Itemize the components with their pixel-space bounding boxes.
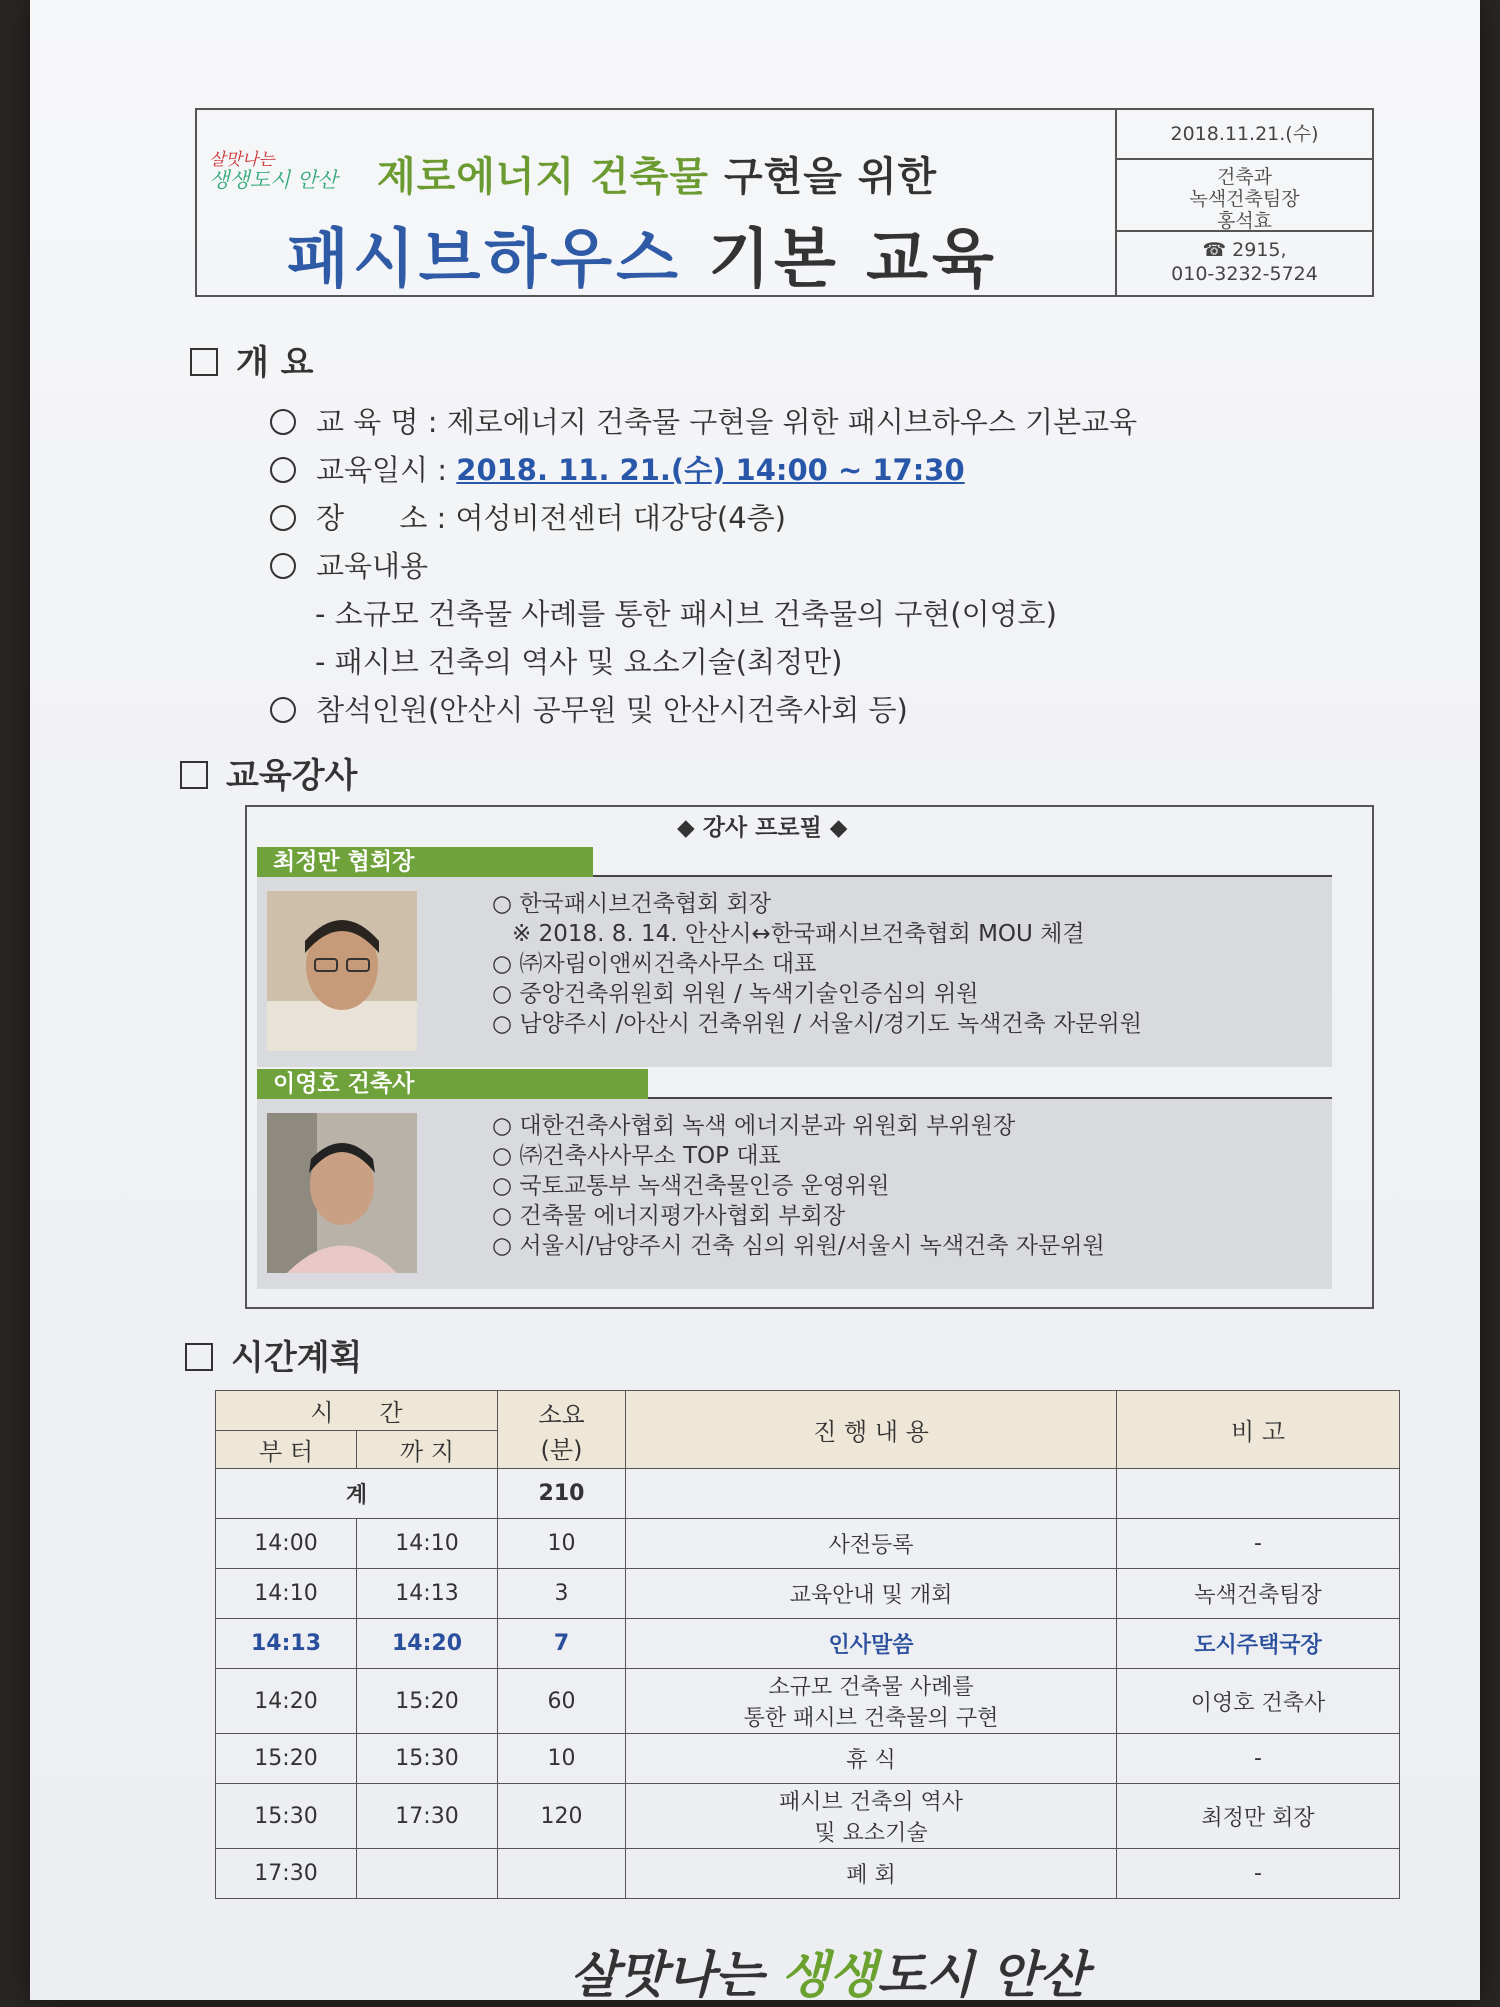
person-name: 홍석효 <box>1216 210 1273 232</box>
title-line1 <box>377 145 937 202</box>
cell-content: 사전등록 <box>626 1519 1117 1569</box>
team-name: 녹색건축팀장 <box>1189 188 1300 210</box>
cell-note: 도시주택국장 <box>1117 1619 1400 1669</box>
circle-icon <box>270 409 296 435</box>
career-item: ○ 남양주시 /아산시 건축위원 / 서울시/경기도 녹색건축 자문위원 <box>492 1011 1142 1037</box>
checkbox-icon <box>190 348 218 376</box>
cell-from: 14:00 <box>216 1519 357 1569</box>
table-row <box>216 1519 1400 1569</box>
title-line2-blue: 패시브하우스 <box>287 223 682 297</box>
overview-item-place: 장 소 : 여성비전센터 대강당(4층) <box>270 496 786 537</box>
table-row <box>216 1669 1400 1734</box>
cell-note: 최정만 회장 <box>1117 1784 1400 1849</box>
col-header-from: 부 터 <box>216 1431 357 1469</box>
footer-slogan: 살맛나는 생생도시 안산 <box>570 1945 1088 2004</box>
table-row <box>216 1569 1400 1619</box>
cell-content: 인사말씀 <box>626 1619 1117 1669</box>
overview-item-name: 교 육 명 : 제로에너지 건축물 구현을 위한 패시브하우스 기본교육 <box>270 400 1137 441</box>
logo-line1: 살맛나는 <box>209 150 275 170</box>
career-item: ※ 2018. 8. 14. 안산시↔한국패시브건축협회 MOU 체결 <box>512 921 1085 947</box>
career-item: ○ 국토교통부 녹색건축물인증 운영위원 <box>492 1173 890 1199</box>
checkbox-icon <box>185 1343 213 1371</box>
contact-phone <box>1117 232 1372 295</box>
cell-note: 녹색건축팀장 <box>1117 1569 1400 1619</box>
header-contact <box>1117 110 1372 295</box>
date-link[interactable]: 2018. 11. 21.(수) 14:00 ~ 17:30 <box>456 453 965 487</box>
section-instructors-title: 교육강사 <box>180 748 357 797</box>
col-header-content: 진 행 내 용 <box>626 1391 1117 1469</box>
instructor-career-list <box>492 889 1142 1039</box>
phone-mobile: 010-3232-5724 <box>1171 263 1318 285</box>
cell-from: 14:20 <box>216 1669 357 1734</box>
table-row <box>216 1619 1400 1669</box>
cell-from: 15:20 <box>216 1734 357 1784</box>
content-sub-item: - 패시브 건축의 역사 및 요소기술(최정만) <box>315 645 843 679</box>
instructor-photo <box>267 891 417 1051</box>
cell-from: 17:30 <box>216 1849 357 1899</box>
cell-to: 15:20 <box>357 1669 498 1734</box>
cell-to: 14:20 <box>357 1619 498 1669</box>
career-item: ○ ㈜자림이앤씨건축사무소 대표 <box>492 951 817 977</box>
cell-content: 교육안내 및 개회 <box>626 1569 1117 1619</box>
cell-note: - <box>1117 1519 1400 1569</box>
contact-dept <box>1117 160 1372 232</box>
title-line1-green: 제로에너지 건축물 <box>377 154 710 200</box>
col-header-time: 시 간 <box>216 1391 498 1431</box>
cell-dur: 120 <box>498 1784 626 1849</box>
instructor-career-list <box>492 1111 1105 1261</box>
cell-to: 14:13 <box>357 1569 498 1619</box>
phone-ext: ☎ 2915, <box>1202 239 1287 261</box>
cell-dur: 7 <box>498 1619 626 1669</box>
profile-header: ◆ 강사 프로필 ◆ <box>677 815 848 841</box>
profile-box <box>245 805 1374 1309</box>
cell-content: 패시브 건축의 역사 및 요소기술 <box>626 1784 1117 1849</box>
circle-icon <box>270 457 296 483</box>
career-item: ○ 중앙건축위원회 위원 / 녹색기술인증심의 위원 <box>492 981 979 1007</box>
city-logo <box>209 150 359 190</box>
cell-to: 14:10 <box>357 1519 498 1569</box>
instructor-card <box>257 849 1332 1067</box>
overview-item-content: 교육내용 <box>270 544 428 585</box>
checkbox-icon <box>180 761 208 789</box>
dept-name: 건축과 <box>1216 166 1273 188</box>
instructor-photo <box>267 1113 417 1273</box>
title-line1-rest: 구현을 위한 <box>723 154 938 200</box>
table-row <box>216 1784 1400 1849</box>
content-sub-item: - 소규모 건축물 사례를 통한 패시브 건축물의 구현(이영호) <box>315 597 1057 631</box>
cell-content: 휴 식 <box>626 1734 1117 1784</box>
cell-dur: 10 <box>498 1734 626 1784</box>
title-line2 <box>287 208 998 300</box>
cell-to: 17:30 <box>357 1784 498 1849</box>
career-item: ○ 대한건축사협회 녹색 에너지분과 위원회 부위원장 <box>492 1113 1016 1139</box>
logo-line2: 생생도시 안산 <box>209 168 338 192</box>
total-label: 계 <box>216 1469 498 1519</box>
col-header-duration: 소요 (분) <box>498 1391 626 1469</box>
title-line2-rest: 기본 교육 <box>708 223 998 297</box>
circle-icon <box>270 553 296 579</box>
document-page <box>30 0 1480 2004</box>
career-item: ○ 서울시/남양주시 건축 심의 위원/서울시 녹색건축 자문위원 <box>492 1233 1105 1259</box>
cell-content: 폐 회 <box>626 1849 1117 1899</box>
section-schedule-title: 시간계획 <box>185 1330 362 1379</box>
table-row <box>216 1849 1400 1899</box>
cell-from: 15:30 <box>216 1784 357 1849</box>
cell-note: - <box>1117 1734 1400 1784</box>
col-header-to: 까 지 <box>357 1431 498 1469</box>
cell-note: - <box>1117 1849 1400 1899</box>
header-title-area <box>197 110 1117 295</box>
schedule-table <box>215 1390 1400 1899</box>
cell-dur: 60 <box>498 1669 626 1734</box>
instructor-card <box>257 1071 1332 1289</box>
cell-to <box>357 1849 498 1899</box>
instructor-name-tag: 이영호 건축사 <box>257 1069 648 1099</box>
header-box <box>195 108 1374 297</box>
cell-dur <box>498 1849 626 1899</box>
career-item: ○ ㈜건축사사무소 TOP 대표 <box>492 1143 781 1169</box>
table-row-total <box>216 1469 1400 1519</box>
col-header-note: 비 고 <box>1117 1391 1400 1469</box>
doc-date: 2018.11.21.(수) <box>1117 110 1372 160</box>
cell-dur: 3 <box>498 1569 626 1619</box>
cell-dur: 10 <box>498 1519 626 1569</box>
table-row <box>216 1734 1400 1784</box>
career-item: ○ 건축물 에너지평가사협회 부회장 <box>492 1203 846 1229</box>
total-value: 210 <box>498 1469 626 1519</box>
cell-content: 소규모 건축물 사례를 통한 패시브 건축물의 구현 <box>626 1669 1117 1734</box>
cell-from: 14:13 <box>216 1619 357 1669</box>
cell-from: 14:10 <box>216 1569 357 1619</box>
circle-icon <box>270 505 296 531</box>
cell-note: 이영호 건축사 <box>1117 1669 1400 1734</box>
section-overview-title: 개 요 <box>190 335 314 384</box>
instructor-name-tag: 최정만 협회장 <box>257 847 593 877</box>
overview-item-attendees: 참석인원(안산시 공무원 및 안산시건축사회 등) <box>270 688 908 729</box>
circle-icon <box>270 697 296 723</box>
cell-to: 15:30 <box>357 1734 498 1784</box>
overview-item-date: 교육일시 : 2018. 11. 21.(수) 14:00 ~ 17:30 <box>270 448 965 489</box>
career-item: ○ 한국패시브건축협회 회장 <box>492 891 772 917</box>
